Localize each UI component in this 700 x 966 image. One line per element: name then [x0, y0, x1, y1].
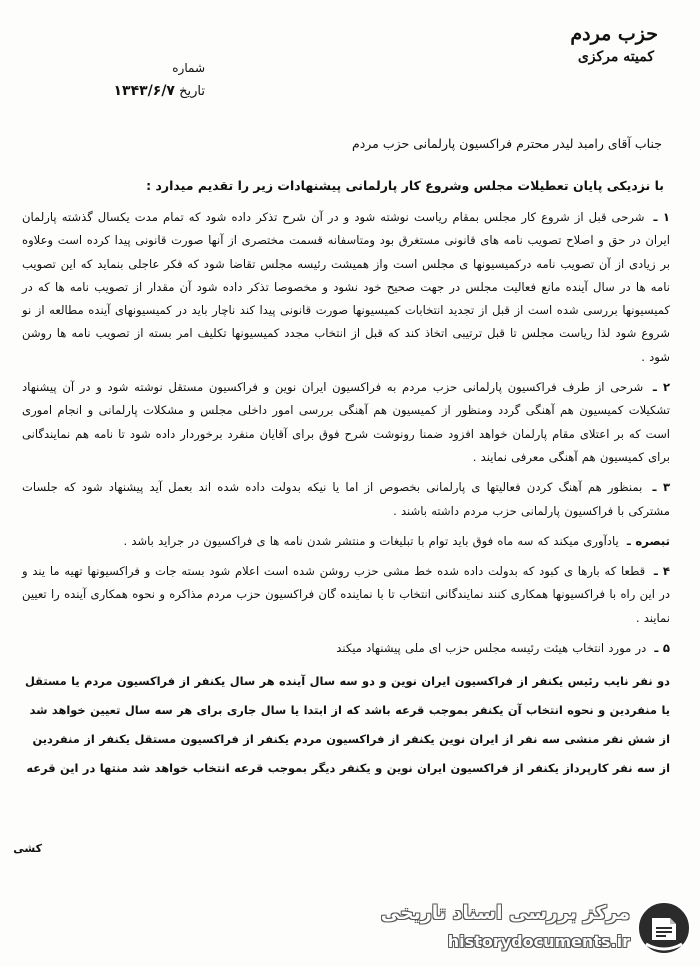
paragraph-number: ۴ ـ	[653, 564, 670, 579]
handwritten-line: از شش نفر منشی سه نفر از ایران نوین یکنفر از فراکسیون مردم یکنفر از فراکسیون مستقل یکنفر از منفردین	[32, 732, 670, 747]
archive-url: historydocuments.ir	[447, 932, 630, 951]
letterhead	[498, 22, 658, 68]
archive-watermark	[382, 898, 692, 958]
reference-block	[55, 58, 205, 103]
date-line	[55, 80, 205, 103]
note-text: یادآوری میکند که سه ماه فوق باید توام با تبلیغات و منتشر شدن نامه ها ی فراکسیون در جراید باشد .	[123, 533, 619, 548]
paragraph	[22, 476, 670, 523]
letter-intro: با نزدیکی پایان تعطیلات مجلس وشروع کار پارلمانی پیشنهادات زیر را تقدیم میدارد :	[146, 178, 664, 193]
paragraph-number: ۵ ـ	[654, 641, 670, 656]
paragraph-number: ۲ ـ	[652, 380, 671, 395]
paragraph	[22, 560, 670, 630]
paragraph-text: قطعا که بارها ی کبود که بدولت داده شده خط مشی حزب روشن شده است اعلام شود بسته جات و فراکسیونها تهیه ما یند و در این راه با فراکسیونها همکاری کنند نمایندگانی انتخاب تا با نماینده گان فراکسیون حزب مردم مذاکره و نحوه همکاری آینده را تعیین نمایند .	[22, 564, 670, 625]
note-paragraph	[22, 530, 670, 553]
salutation: جناب آقای رامبد لیدر محترم فراکسیون پارلمانی حزب مردم	[351, 136, 662, 151]
committee-name: کمیته مرکزی	[577, 49, 654, 65]
paragraph-text: در مورد انتخاب هیئت رئیسه مجلس حزب ای ملی پیشنهاد میکند	[336, 641, 647, 656]
note-label: تبصره ـ	[626, 533, 670, 548]
date-value: ۱۳۴۳/۶/۷	[113, 83, 175, 99]
letter-body	[22, 206, 670, 783]
party-name: حزب مردم	[570, 23, 658, 45]
paragraph	[22, 376, 670, 469]
paragraph	[22, 206, 670, 369]
number-line	[55, 58, 205, 78]
handwritten-line: از سه نفر کارپرداز یکنفر از فراکسیون ایران نوین و یکنفر دیگر بموجب قرعه انتخاب خواهد شد منتها در این قرعه	[26, 761, 670, 776]
handwritten-section	[22, 667, 670, 783]
handwritten-line: دو نفر نایب رئیس یکنفر از فراکسیون ایران نوین و دو سه سال آینده هر سال یکنفر از فراکسیون مردم یا مستقل	[24, 674, 670, 689]
paragraph-text: شرحی از طرف فراکسیون پارلمانی حزب مردم به فراکسیون ایران نوین و فراکسیون مستقل نوشته شود و در آن پیشنهاد تشکیلات کمیسیون هم آهنگی گردد ومنظور از کمیسیون هم آهنگی بررسی امور داخلی مجلس و مشکلات پارلمانی و انجام اموری است که بر اعتلای مقام پارلمان خواهد افزود ضمنا رونوشت شرح فوق برای آقایان منفرد برخوردار داده شود تا نامه هم نمایندگانی برای کمیسیون هم آهنگی معرفی نمایند .	[22, 380, 670, 464]
number-label: شماره	[172, 61, 205, 75]
paragraph	[22, 637, 670, 660]
margin-note: کشی	[13, 842, 42, 855]
document-archive-logo-icon	[636, 900, 692, 956]
date-label: تاریخ	[179, 84, 205, 99]
handwritten-line: یا منفردین و نحوه انتخاب آن یکنفر بموجب قرعه باشد که از ابتدا یا سال جاری برای هر سه سال تعیین خواهد شد	[29, 703, 670, 718]
paragraph-text: بمنظور هم آهنگ کردن فعالیتها ی پارلمانی بخصوص از اما یا نیکه بدولت داده شده اند بعمل آید پیشنهاد شود که جلسات مشترکی با فراکسیون پارلمانی حزب مردم داشته باشند .	[22, 480, 670, 518]
paragraph-number: ۳ ـ	[652, 480, 671, 495]
archive-title: مرکز بررسی اسناد تاریخی	[380, 902, 630, 924]
paragraph-text: شرحی قبل از شروع کار مجلس بمقام ریاست نوشته شود و در آن شرح تذکر داده شود که تمام مدت یکسال گذشته پارلمان ایران در حق و اصلاح تصویب نامه های قانونی مستغرق بود ومتاسفانه قسمت مختصری از آنها صورت قانونی پیدا کرده است وعلاوه بر زیادی از آن تصویب نامه درکمیسیونها ی مجلس است واز همیشت رئیسه مجلس تقاضا شود که فکر عاجلی بنماید که این تصویب نامه ها در سال آینده مانع فعالیت مجلس در جهت صحیح خود نشود و مخصوصا تذکر داده شود آن مقدار از تصویب نامه ها که در کمیسیونها بررسی شده است از قبل از تجدید انتخابات کمیسیونها صورت قانونی پیدا کند ناچار باید در کمیسیونهای آینده مطالعه از نو شروع شود لذا ریاست مجلس تا قبل ترتیبی اتخاذ کند که قبل از انتخاب مجدد کمیسیونها تکلیف امر بسته از تصویب نامه ها روشن شود .	[22, 210, 670, 364]
paragraph-number: ۱ ـ	[653, 210, 670, 224]
